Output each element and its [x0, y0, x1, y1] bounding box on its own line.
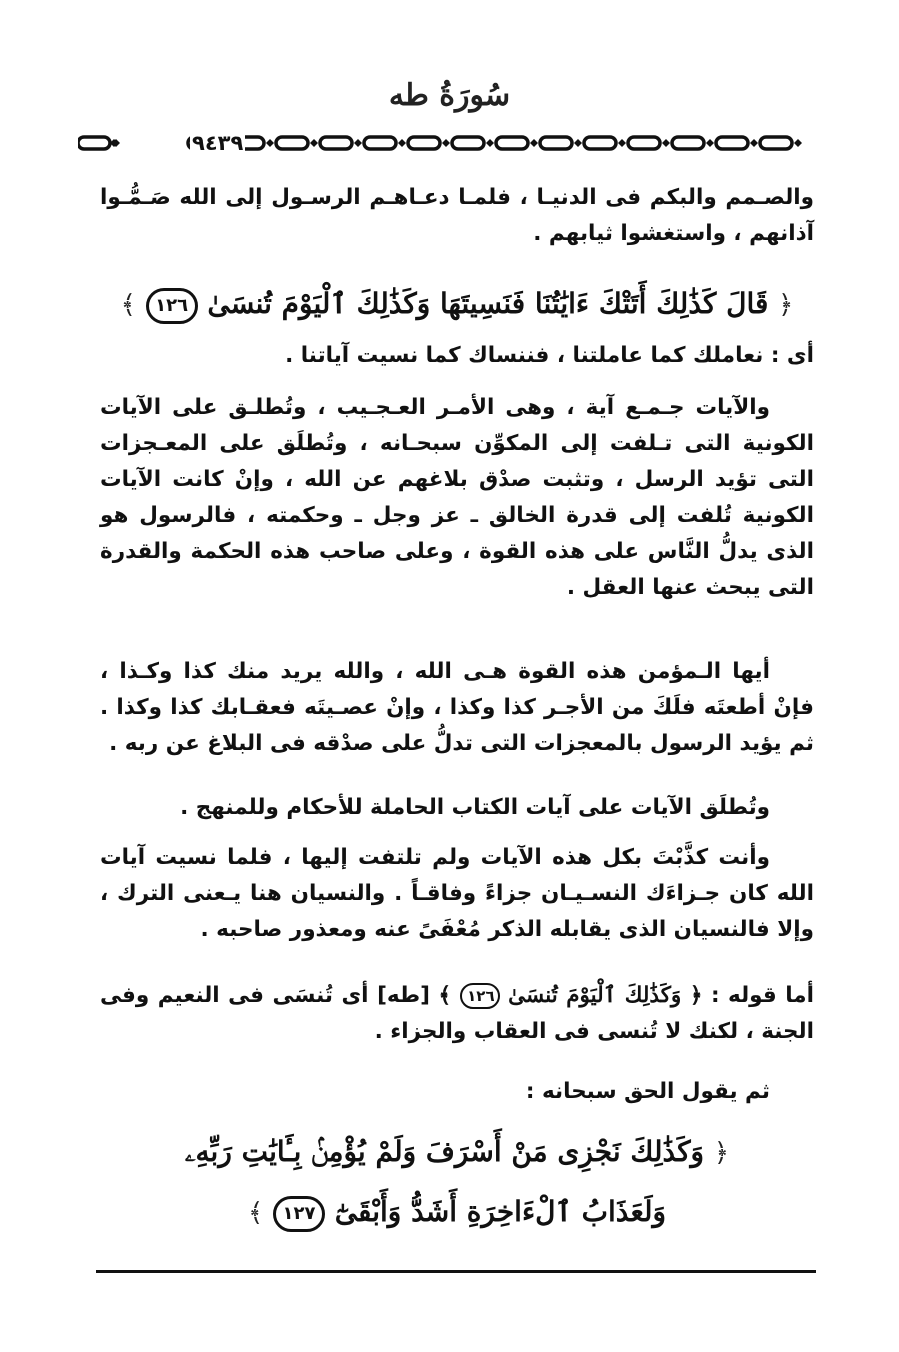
paragraph-8: ثم يقول الحق سبحانه :: [525, 1079, 770, 1104]
verse2-open-ornament: ﴿: [713, 1138, 730, 1168]
paragraph-5: وتُطلَق الآيات على آيات الكتاب الحاملة للأحكام وللمنهج .: [180, 795, 770, 820]
p7-ayah-number: ١٢٦: [460, 983, 500, 1009]
paragraph-3: والآيات جـمـع آية ، وهى الأمـر العـجـيب ، وتُطلـق على الآيات الكونية التى تـلفت إلى المكوِّن سبحـانه ، وتُطلَق على المعـجزات التى تؤيد الرسل ، وتثبت صدْق بلاغهم عن الله ، وإنْ كانت الآيات الكونية تُلفت إلى قدرة الخالق ـ عز وجل ـ وحكمته ، فالرسول هو الذى يدلُّ النَّاس على هذه القوة ، وعلى صاحب هذه الحكمة والقدرة التى يبحث عنها العقل .: [100, 395, 814, 600]
verse-close-ornament: ﴾: [120, 290, 136, 320]
verse-text: قَالَ كَذَٰلِكَ أَتَتْكَ ءَايَٰتُنَا فَنَسِيتَهَا وَكَذَٰلِكَ ٱلْيَوْمَ تُنسَىٰ: [207, 287, 769, 320]
surah-title: سُورَةُ طه: [388, 78, 511, 113]
verse2-close-ornament: ﴾: [247, 1198, 264, 1228]
verse2-line-1: وَكَذَٰلِكَ نَجْزِى مَنْ أَسْرَفَ وَلَمْ يُؤْمِنۢ بِـَٔايَٰتِ رَبِّهِۦ: [184, 1135, 705, 1168]
p7-verse-open: ﴿: [689, 983, 703, 1008]
ayah-number-badge-127: ١٢٧: [273, 1196, 325, 1232]
paragraph-7: [100, 978, 814, 1050]
quran-verse-127-line-2: [100, 1190, 814, 1235]
paragraph-2: أى : نعاملك كما عاملتنا ، فننساك كما نسيت آياتنا .: [285, 343, 814, 368]
decorative-border: [78, 130, 814, 156]
paragraph-4: أيها الـمؤمن هذه القوة هـى الله ، والله يريد منك كذا وكـذا ، فإنْ أطعتَه فلَكَ من الأجـر كذا وكذا ، وإنْ عصـيتَه فعقـابك كذا وكذا . ثم يؤيد الرسول بالمعجزات التى تدلُّ على صدْقه فى البلاغ عن ربه .: [100, 659, 814, 756]
ayah-number-badge: ١٢٦: [146, 288, 198, 324]
p7-intro: أما قوله :: [710, 983, 814, 1008]
quran-verse-126: [100, 282, 814, 327]
footer-rule: [96, 1270, 816, 1273]
p7-verse-close: ﴾: [438, 983, 452, 1008]
chain-border-ornament: [78, 130, 814, 156]
quran-verse-127-line-1: [100, 1130, 814, 1175]
p7-explanation: أى تُنسَى فى النعيم وفى الجنة ، لكنك لا تُنسى فى العقاب والجزاء .: [100, 983, 814, 1044]
paragraph-6: وأنت كذَّبْتَ بكل هذه الآيات ولم تلتفت إليها ، فلما نسيت آيات الله كان جـزاءَك النسـيـان جزاءً وفاقـاً . والنسيان هنا يـعنى الترك ، وإلا فالنسيان الذى يقابله الذكر مُعْفَىً عنه ومعذور صاحبه .: [100, 845, 814, 942]
page-number: ٩٤٣٩: [192, 131, 244, 155]
verse2-line-2: وَلَعَذَابُ ٱلْءَاخِرَةِ أَشَدُّ وَأَبْقَىٰٓ: [334, 1195, 667, 1228]
p7-verse: وَكَذَٰلِكَ ٱلْيَوْمَ تُنسَىٰ: [508, 983, 682, 1008]
p7-surah-ref: [طه]: [377, 983, 431, 1008]
paragraph-1: والصـمم والبكم فى الدنيـا ، فلمـا دعـاهـم الرسـول إلى الله صَـمُّـوا آذانهم ، واستغشوا ثيابهم .: [100, 185, 814, 246]
verse-open-ornament: ﴿: [778, 290, 794, 320]
